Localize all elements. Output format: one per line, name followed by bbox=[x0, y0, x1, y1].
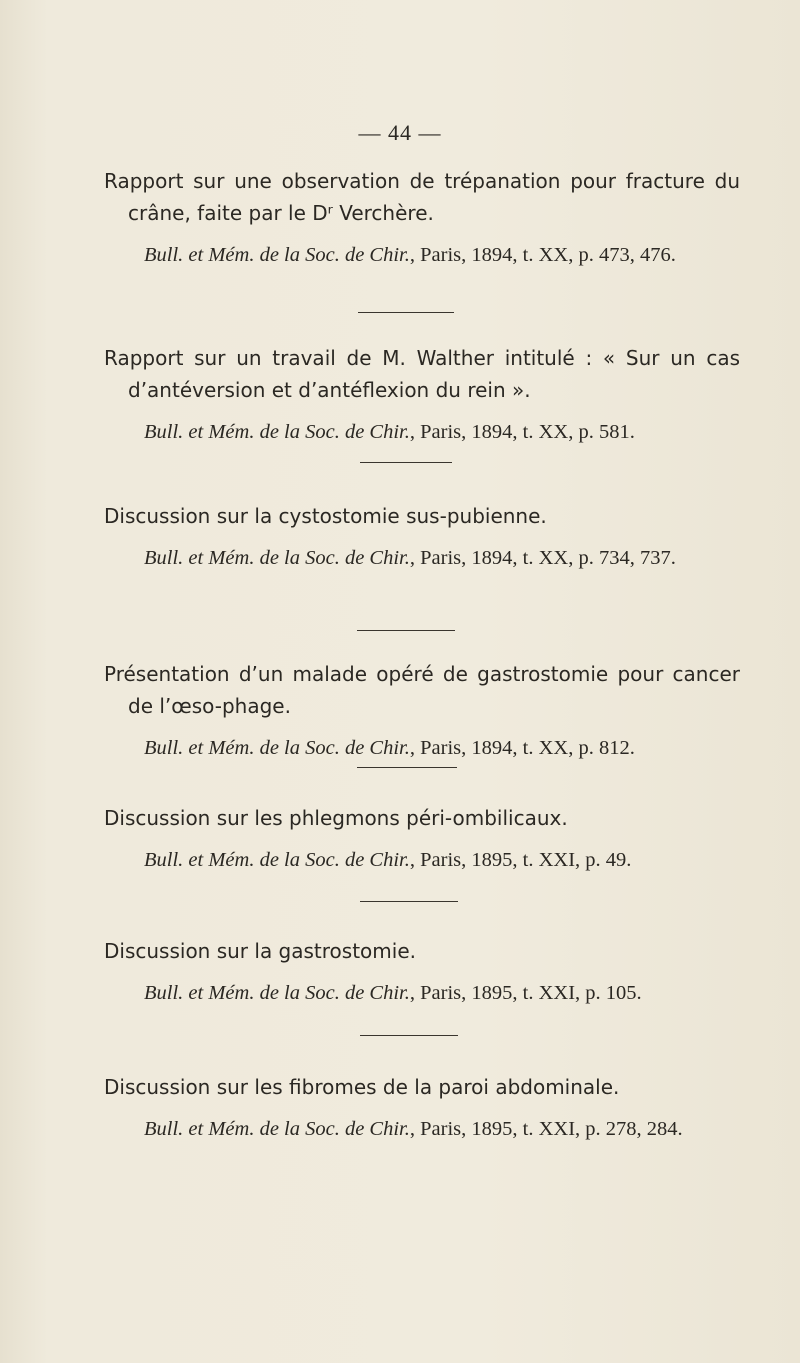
citation-journal: Bull. et Mém. de la Soc. de Chir. bbox=[144, 421, 410, 443]
separator-rule bbox=[360, 1035, 458, 1036]
entry-citation bbox=[104, 1113, 740, 1145]
entry-citation bbox=[104, 977, 740, 1009]
citation-journal: Bull. et Mém. de la Soc. de Chir. bbox=[144, 547, 410, 569]
separator-rule bbox=[358, 312, 454, 313]
citation-details: , Paris, 1894, t. XX, p. 581. bbox=[409, 421, 635, 443]
entry-citation bbox=[104, 416, 740, 448]
citation-details: , Paris, 1894, t. XX, p. 734, 737. bbox=[409, 547, 676, 569]
citation-journal: Bull. et Mém. de la Soc. de Chir. bbox=[144, 737, 410, 759]
bibliography-entry bbox=[104, 165, 740, 271]
citation-journal: Bull. et Mém. de la Soc. de Chir. bbox=[144, 982, 410, 1004]
entry-title: Présentation d’un malade opéré de gastrostomie pour cancer de l’œso-phage. bbox=[104, 662, 740, 718]
separator-rule bbox=[360, 462, 452, 463]
entry-title: Discussion sur la gastrostomie. bbox=[104, 939, 416, 963]
entry-title: Discussion sur les phlegmons péri-ombilicaux. bbox=[104, 806, 568, 830]
citation-details: , Paris, 1895, t. XXI, p. 49. bbox=[409, 849, 632, 871]
bibliography-entry bbox=[104, 802, 740, 876]
bibliography-entry bbox=[104, 500, 740, 574]
separator-rule bbox=[357, 630, 455, 631]
bibliography-entry bbox=[104, 342, 740, 448]
entry-title: Rapport sur une observation de trépanation pour fracture du crâne, faite par le Dʳ Verchère. bbox=[104, 169, 740, 225]
citation-details: , Paris, 1895, t. XXI, p. 278, 284. bbox=[409, 1118, 683, 1140]
entry-title: Discussion sur la cystostomie sus-pubienne. bbox=[104, 504, 547, 528]
citation-details: , Paris, 1894, t. XX, p. 473, 476. bbox=[409, 244, 676, 266]
separator-rule bbox=[360, 901, 458, 902]
page-number: — 44 — bbox=[358, 120, 442, 145]
bibliography-entry bbox=[104, 1071, 740, 1145]
citation-journal: Bull. et Mém. de la Soc. de Chir. bbox=[144, 1118, 410, 1140]
entry-citation bbox=[104, 239, 740, 271]
bibliography-entry bbox=[104, 658, 740, 764]
entry-title: Discussion sur les fibromes de la paroi abdominale. bbox=[104, 1075, 620, 1099]
entry-title: Rapport sur un travail de M. Walther intitulé : « Sur un cas d’antéversion et d’antéflexion du rein ». bbox=[104, 346, 740, 402]
entry-citation bbox=[104, 844, 740, 876]
entry-citation bbox=[104, 732, 740, 764]
citation-details: , Paris, 1894, t. XX, p. 812. bbox=[409, 737, 635, 759]
bibliography-entry bbox=[104, 935, 740, 1009]
citation-journal: Bull. et Mém. de la Soc. de Chir. bbox=[144, 244, 410, 266]
citation-journal: Bull. et Mém. de la Soc. de Chir. bbox=[144, 849, 410, 871]
citation-details: , Paris, 1895, t. XXI, p. 105. bbox=[409, 982, 642, 1004]
entry-citation bbox=[104, 542, 740, 574]
separator-rule bbox=[357, 767, 457, 768]
